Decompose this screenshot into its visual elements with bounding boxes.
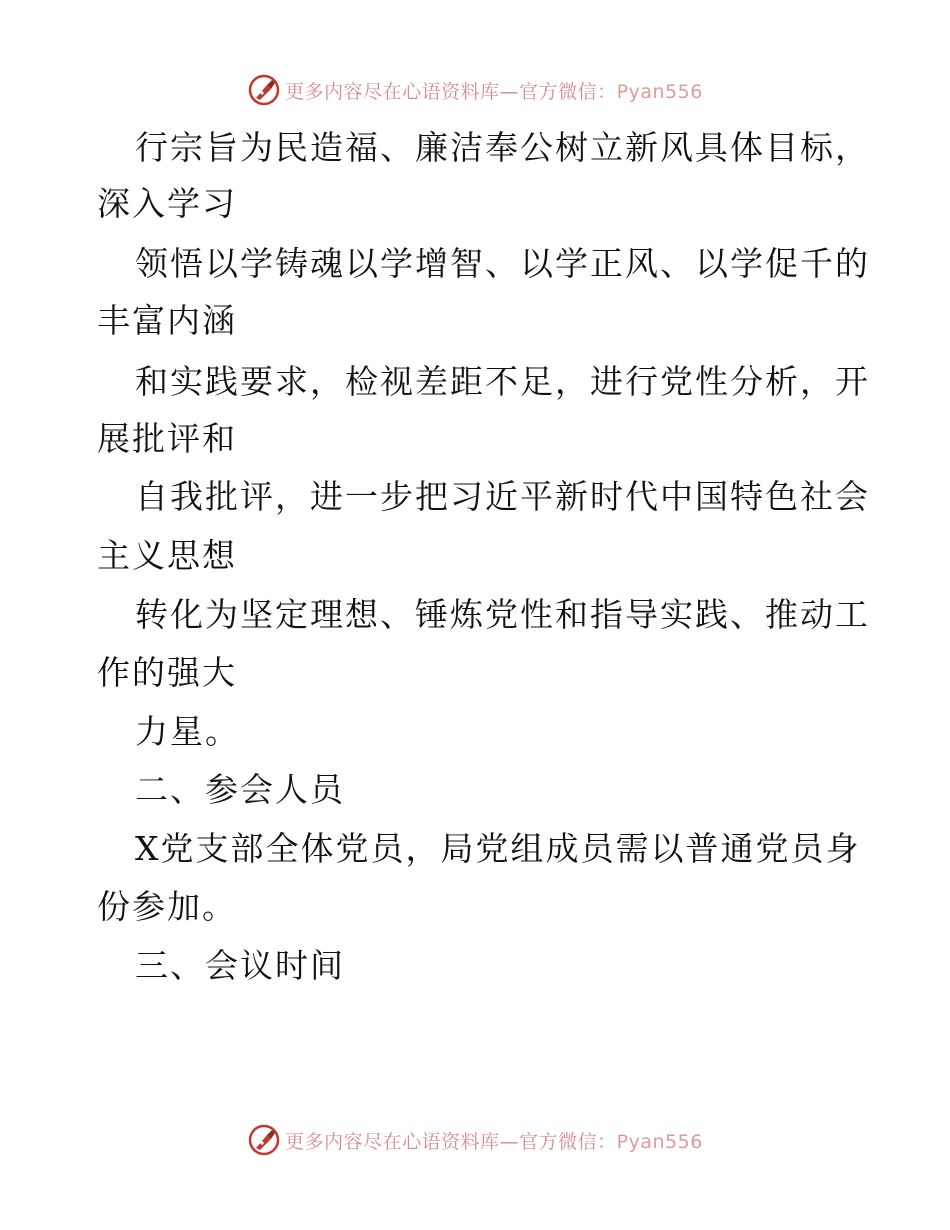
text-line: 深入学习 — [97, 184, 237, 223]
text-line: 和实践要求，检视差距不足，进行党性分析，开 — [135, 362, 870, 401]
fountain-pen-logo-icon — [247, 1123, 281, 1157]
watermark-text: 更多内容尽在心语资料库—官方微信：Pyan556 — [285, 1130, 703, 1153]
section-heading: 三、会议时间 — [135, 946, 345, 985]
text-line: 力星。 — [135, 712, 240, 751]
footer-watermark — [0, 1120, 950, 1160]
text-line: 转化为坚定理想、锤炼党性和指导实践、推动工 — [135, 595, 870, 634]
text-line: 丰富内涵 — [97, 301, 237, 340]
header-watermark — [0, 70, 950, 110]
text-line: 自我批评，进一步把习近平新时代中国特色社会 — [135, 477, 870, 516]
text-line: 主义思想 — [97, 536, 237, 575]
section-heading: 二、参会人员 — [135, 770, 345, 809]
text-line: 作的强大 — [97, 653, 237, 692]
text-line: 份参加。 — [97, 887, 237, 926]
fountain-pen-logo-icon — [247, 73, 281, 107]
watermark-text: 更多内容尽在心语资料库—官方微信：Pyan556 — [285, 80, 703, 103]
text-line: X党支部全体党员，局党组成员需以普通党员身 — [135, 829, 861, 868]
text-line: 领悟以学铸魂以学增智、以学正风、以学促千的 — [135, 244, 870, 283]
text-line: 展批评和 — [97, 419, 237, 458]
text-line: 行宗旨为民造福、廉洁奉公树立新风具体目标， — [135, 128, 870, 167]
